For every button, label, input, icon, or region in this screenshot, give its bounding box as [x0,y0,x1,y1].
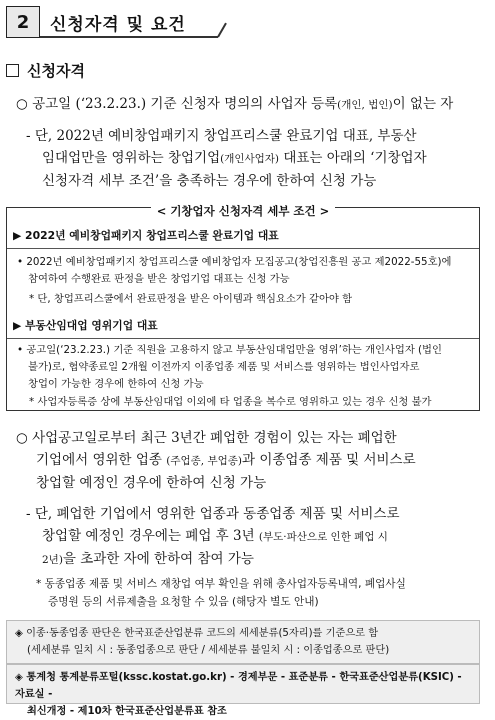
p4-line3b: 을 초과한 자에 한하여 참여 가능 [62,551,254,567]
conditions-title-text: < 기창업자 신청자격 세부 조건 > [151,204,336,218]
p3-line1: ○ 사업공고일로부터 최근 3년간 폐업한 경험이 있는 자는 폐업한 [16,430,397,446]
p1-text-b: 이 없는 자 [392,96,454,112]
group1-item [17,254,452,308]
group1-item-line1: • 2022년 예비창업패키지 창업프리스쿨 예비창업자 모집공고(창업진흥원 공고 제2022-55호)에 [17,256,452,268]
p4-line3-small: 2년) [42,554,63,566]
square-bullet-icon [6,64,19,77]
reference-note-box [6,664,480,717]
note2-line2: 최신개정 - 제10차 한국표준산업분류표 참조 [27,706,227,717]
group2-note: * 사업자등록증 상에 부동산임대업 이외에 타 업종을 복수로 영위하고 있는 경우 신청 불가 [29,396,432,408]
subsection-title-text: 신청자격 [27,62,85,80]
header-underline-tick [217,23,227,38]
p5-line2: 증명원 등의 서류제출을 요청할 수 있음 (해당자 별도 안내) [48,596,319,608]
note2-line1: ◈ 통계청 통계분류포털(kssc.kostat.go.kr) - 경제부문 - 표준분류 - 한국표준산업분류(KSIC) - 자료실 - [15,672,462,700]
circle-bullet-icon: ○ [16,96,28,112]
industry-note-box [6,620,480,664]
p3-line2 [16,449,416,472]
exception-paragraph-1 [26,125,427,192]
header-underline [40,36,218,38]
p3-line2a: 기업에서 영위한 업종 [36,452,162,468]
section-header [6,6,492,42]
note1-line1: ◈ 이종·동종업종 판단은 한국표준산업분류 코드의 세세분류(5자리)를 기준으로 함 [15,628,379,639]
group2-item-line2: 불가)로, 협약종료일 2개월 이전까지 이종업종 제품 및 서비스를 영위하는 법인사업자로 [28,361,420,373]
group1-item-line2: 참여하여 수행완료 판정을 받은 창업기업 대표는 신청 가능 [28,273,290,285]
p2-line3: 신청자격 세부 조건’을 충족하는 경우에 한하여 신청 가능 [42,173,377,189]
group1-note: * 단, 창업프리스쿨에서 완료판정을 받은 아이템과 핵심요소가 같아야 함 [29,293,353,305]
p4-line2-small: (부도·파산으로 인한 폐업 시 [258,531,388,543]
p4-line3 [26,548,400,571]
p3-line2b: 과 이종업종 제품 및 서비스로 [241,452,416,468]
p3-line2-small: (주업종, 부업종) [166,455,242,467]
p3-line3: 창업할 예정인 경우에 한하여 신청 가능 [36,475,267,491]
p2-line2-small: (개인사업자) [220,153,280,165]
p4-line1: - 단, 폐업한 기업에서 영위한 업종과 동종업종 제품 및 서비스로 [26,506,400,522]
p4-line2a: 창업할 예정인 경우에는 폐업 후 3년 [42,528,255,544]
conditions-title [7,200,479,219]
p2-line2b: 대표는 아래의 ‘기창업자 [279,150,427,166]
eligibility-paragraph-2 [16,427,416,494]
note1-line2: (세세분류 일치 시 : 동종업종으로 판단 / 세세분류 불일치 시 : 이종업종으로 판단) [27,645,390,656]
subsection-title [6,60,85,81]
p1-text-small: (개인, 법인) [337,99,393,111]
p4-line2 [26,525,400,548]
p5-line1: * 동종업종 제품 및 서비스 재창업 여부 확인을 위해 총사업자등록내역, 폐업사실 [36,578,406,590]
p1-text-a: 공고일 (‘23.2.23.) 기준 신청자 명의의 사업자 등록 [32,96,338,112]
exception-paragraph-2 [26,503,400,571]
group2-item-line3: 창업이 가능한 경우에 한하여 신청 가능 [28,378,204,390]
group2-divider [7,338,479,339]
p2-line1: - 단, 2022년 예비창업패키지 창업프리스쿨 완료기업 대표, 부동산 [26,128,417,144]
group1-heading: ▶ 2022년 예비창업패키지 창업프리스쿨 완료기업 대표 [13,229,279,242]
p2-line2a: 임대업만을 영위하는 창업기업 [42,150,221,166]
footnote-paragraph [36,575,406,611]
section-number: 2 [6,6,40,38]
conditions-box [6,204,480,411]
section-title: 신청자격 및 요건 [50,15,186,35]
group2-heading: ▶ 부동산임대업 영위기업 대표 [13,319,158,332]
eligibility-paragraph-1 [16,93,453,116]
group2-item [17,342,442,411]
group2-item-line1: • 공고일(‘23.2.23.) 기준 직원을 고용하지 않고 부동산임대업만을 영위’하는 개인사업자 (법인 [17,344,442,356]
group1-divider [7,248,479,249]
p2-line2 [26,147,427,170]
